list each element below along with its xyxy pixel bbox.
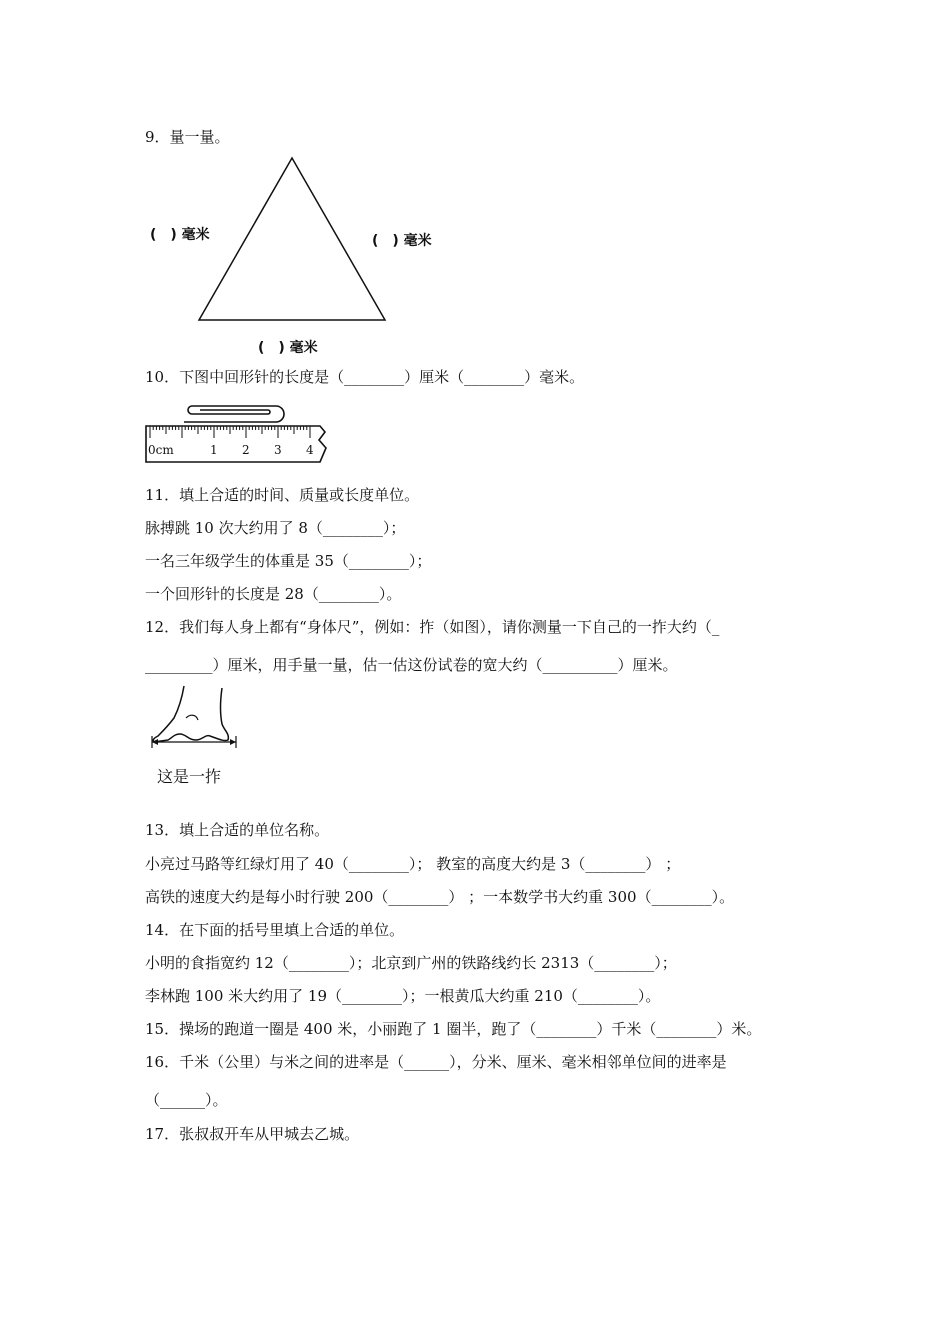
q16-line-1: 16．千米（公里）与米之间的进率是（______），分米、厘米、毫米相邻单位间的进率是 — [145, 1053, 727, 1071]
triangle-bottom-side-label: ( ) 毫米 — [258, 340, 318, 356]
ruler-label-1: 1 — [210, 443, 218, 457]
q14-title: 14．在下面的括号里填上合适的单位。 — [145, 921, 405, 939]
q13-title: 13．填上合适的单位名称。 — [145, 821, 330, 839]
q11-line-2: 一名三年级学生的体重是 35（________）； — [145, 552, 432, 570]
q14-line-1: 小明的食指宽约 12（________）；北京到广州的铁路线约长 2313（________）； — [145, 954, 677, 972]
ruler-with-paperclip — [144, 400, 330, 466]
q12-line-1: 12．我们每人身上都有“身体尺”，例如：拃（如图），请你测量一下自己的一拃大约（_ — [145, 618, 720, 636]
q15-text: 15．操场的跑道一圈是 400 米，小丽跑了 1 圈半，跑了（________）千米（________）米。 — [145, 1020, 762, 1038]
q10-title: 10．下图中回形针的长度是（________）厘米（________）毫米。 — [145, 368, 585, 386]
q11-line-1: 脉搏跳 10 次大约用了 8（________）； — [145, 519, 406, 537]
q13-line-1: 小亮过马路等红绿灯用了 40（________）； 教室的高度大约是 3（________） ； — [145, 855, 681, 873]
ruler-label-4: 4 — [306, 443, 314, 457]
q13-line-2: 高铁的速度大约是每小时行驶 200（________） ；一本数学书大约重 300（________）。 — [145, 888, 735, 906]
q16-line-2: （______）。 — [145, 1091, 228, 1109]
q11-line-3: 一个回形针的长度是 28（________）。 — [145, 585, 402, 603]
q14-line-2: 李林跑 100 米大约用了 19（________）；一根黄瓜大约重 210（________）。 — [145, 987, 661, 1005]
ruler-label-2: 2 — [242, 443, 250, 457]
q12-line-2: _________）厘米，用手量一量，估一估这份试卷的宽大约（__________）厘米。 — [145, 656, 678, 674]
hand-icon — [153, 686, 228, 742]
hand-span-caption: 这是一拃 — [157, 767, 222, 786]
ruler-label-3: 3 — [274, 443, 282, 457]
triangle-left-side-label: ( ) 毫米 — [150, 227, 210, 243]
hand-span-figure — [146, 684, 241, 749]
paperclip-icon — [184, 406, 284, 422]
q17-text: 17．张叔叔开车从甲城去乙城。 — [145, 1125, 360, 1143]
triangle-figure — [195, 155, 390, 323]
triangle-right-side-label: ( ) 毫米 — [372, 233, 432, 249]
ruler-label-0: 0cm — [148, 443, 174, 457]
q9-title: 9．量一量。 — [145, 128, 230, 146]
q11-title: 11．填上合适的时间、质量或长度单位。 — [145, 486, 420, 504]
